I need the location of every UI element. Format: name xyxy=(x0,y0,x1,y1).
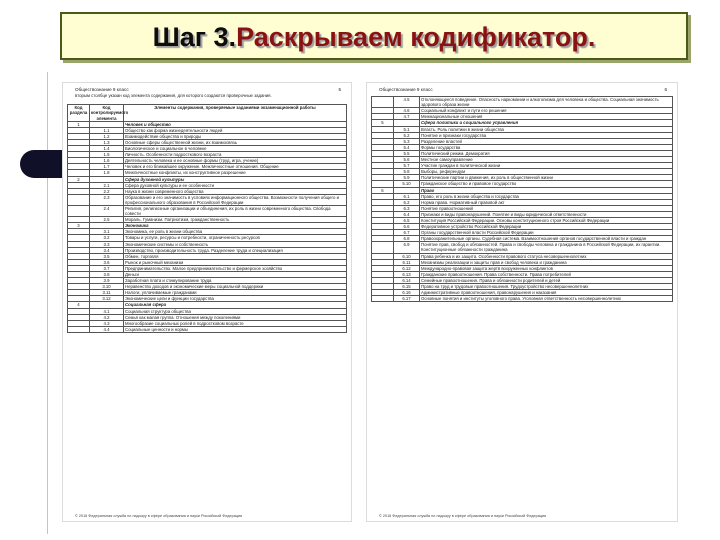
element-code-cell: 3.7 xyxy=(90,265,124,271)
section-code-cell xyxy=(68,194,90,205)
element-text-cell: Религия, религиозные организации и объединения, их роль в жизни современного общества. Свобода совести xyxy=(124,205,347,216)
element-text-cell: Понятие и признаки государства xyxy=(420,132,673,138)
element-text-cell: Понятие прав, свобод и обязанностей. Права и свободы человека и гражданина в Российской Федерации, их гарантии. Конституционные обязанности гражданина xyxy=(420,242,673,253)
element-code-cell: 5.5 xyxy=(394,150,420,156)
element-code-cell: 3.5 xyxy=(90,253,124,259)
element-code-cell: 5.2 xyxy=(394,132,420,138)
element-text-cell: Экономические системы и собственность xyxy=(124,241,347,247)
section-code-cell: 6 xyxy=(372,187,394,193)
element-text-cell: Органы государственной власти Российской Федерации xyxy=(420,230,673,236)
element-text-cell: Многообразие социальных ролей в подростковом возрасте xyxy=(124,320,347,326)
element-text-cell: Признаки и виды правонарушений. Понятие и виды юридической ответственности xyxy=(420,211,673,217)
element-code-cell: 4.1 xyxy=(90,308,124,314)
section-code-cell xyxy=(68,205,90,216)
element-text-cell: Норма права. Нормативный правовой акт xyxy=(420,199,673,205)
element-code-cell: 1.5 xyxy=(90,152,124,158)
table-row xyxy=(372,242,673,253)
element-text-cell: Обмен, торговля xyxy=(124,253,347,259)
element-code-cell: 2.3 xyxy=(90,194,124,205)
element-text-cell: Наука в жизни современного общества xyxy=(124,188,347,194)
slide-title xyxy=(62,22,686,53)
element-code-cell: 4.3 xyxy=(90,320,124,326)
element-code-cell: 6.3 xyxy=(394,205,420,211)
table-row xyxy=(68,326,347,332)
element-code-cell: 4.2 xyxy=(90,314,124,320)
element-text-cell: Производство, производительность труда. Разделение труда и специализация xyxy=(124,247,347,253)
column-header: Элементы содержания, проверяемые заданиями экзаменационной работы xyxy=(124,105,347,121)
element-text-cell: Основные сферы общественной жизни, их взаимосвязь xyxy=(124,139,347,145)
element-text-cell: Местное самоуправление xyxy=(420,157,673,163)
element-text-cell: Человек и его ближайшее окружение. Межличностные отношения. Общение xyxy=(124,164,347,170)
element-code-cell: 3.12 xyxy=(90,296,124,302)
element-text-cell: Человек и общество xyxy=(124,121,347,127)
element-text-cell: Мораль. Гуманизм. Патриотизм, гражданственность xyxy=(124,217,347,223)
page-header-subject: Обществознание 9 класс xyxy=(75,87,129,92)
title-prefix: Шаг 3. xyxy=(152,22,237,52)
section-code-cell xyxy=(372,97,394,108)
table-row xyxy=(68,205,347,216)
element-code-cell: 6.13 xyxy=(394,271,420,277)
codifier-page-right xyxy=(366,82,678,522)
element-text-cell: Политические партии и движения, их роль в общественной жизни xyxy=(420,175,673,181)
element-code-cell: 6.1 xyxy=(394,193,420,199)
element-code-cell: 5.3 xyxy=(394,138,420,144)
side-tab-marker xyxy=(20,150,68,178)
element-text-cell: Право на труд и трудовые правоотношения. Трудоустройство несовершеннолетних xyxy=(420,284,673,290)
element-code-cell: 5.4 xyxy=(394,144,420,150)
element-code-cell: 1.8 xyxy=(90,170,124,176)
page-header-subject: Обществознание 9 класс xyxy=(379,87,433,92)
element-code-cell: 6.10 xyxy=(394,253,420,259)
element-code-cell: 6.16 xyxy=(394,290,420,296)
element-code-cell: 6.5 xyxy=(394,217,420,223)
element-text-cell: Личность. Особенности подросткового возраста xyxy=(124,152,347,158)
element-text-cell: Семья как малая группа. Отношения между поколениями xyxy=(124,314,347,320)
element-code-cell: 5.8 xyxy=(394,169,420,175)
element-text-cell: Сфера духовной культуры и ее особенности xyxy=(124,182,347,188)
table-row xyxy=(68,194,347,205)
element-text-cell: Международно-правовая защита жертв вооруженных конфликтов xyxy=(420,265,673,271)
element-text-cell: Право xyxy=(420,187,673,193)
element-text-cell: Межличностные конфликты, их конструктивное разрешение xyxy=(124,170,347,176)
element-text-cell: Механизмы реализации и защиты прав и свобод человека и гражданина xyxy=(420,259,673,265)
element-code-cell: 3.8 xyxy=(90,272,124,278)
element-text-cell: Деятельность человека и ее основные формы (труд, игра, учение) xyxy=(124,158,347,164)
element-code-cell: 4.6 xyxy=(394,108,420,114)
element-text-cell: Образование и его значимость в условиях информационного общества. Возможности получения общего и профессионального образования в Российской Федерации xyxy=(124,194,347,205)
element-text-cell: Участие граждан в политической жизни xyxy=(420,163,673,169)
codifier-table-right xyxy=(371,96,673,302)
element-text-cell: Экономические цели и функции государства xyxy=(124,296,347,302)
column-header: Код раздела xyxy=(68,105,90,121)
element-code-cell: 6.11 xyxy=(394,259,420,265)
element-code-cell: 3.9 xyxy=(90,278,124,284)
element-text-cell: Федеративное устройство Российской Федерации xyxy=(420,224,673,230)
section-code-cell xyxy=(68,326,90,332)
element-code-cell: 5.1 xyxy=(394,126,420,132)
element-code-cell: 5.7 xyxy=(394,163,420,169)
element-text-cell: Выборы, референдум xyxy=(420,169,673,175)
element-code-cell: 3.2 xyxy=(90,235,124,241)
element-text-cell: Социальные ценности и нормы xyxy=(124,326,347,332)
element-code-cell: 5.9 xyxy=(394,175,420,181)
section-code-cell: 5 xyxy=(372,120,394,126)
element-code-cell: 6.7 xyxy=(394,230,420,236)
element-text-cell: Основные понятия и институты уголовного права. Уголовная ответственность несовершеннолетних xyxy=(420,296,673,302)
element-text-cell: Социальная структура общества xyxy=(124,308,347,314)
element-code-cell: 1.3 xyxy=(90,139,124,145)
element-text-cell: Право, его роль в жизни общества и государства xyxy=(420,193,673,199)
section-code-cell: 1 xyxy=(68,121,90,127)
element-text-cell: Товары и услуги, ресурсы и потребности, ограниченность ресурсов xyxy=(124,235,347,241)
page-number: 5 xyxy=(338,87,341,92)
section-code-cell xyxy=(372,296,394,302)
element-code-cell: 6.12 xyxy=(394,265,420,271)
table-row xyxy=(372,97,673,108)
element-code-cell: 6.2 xyxy=(394,199,420,205)
element-code-cell: 1.2 xyxy=(90,133,124,139)
element-text-cell: Биологическое и социальное в человеке xyxy=(124,146,347,152)
section-code-cell: 2 xyxy=(68,176,90,182)
element-text-cell: Конституция Российской Федерации. Основы конституционного строя Российской Федерации xyxy=(420,217,673,223)
element-code-cell: 4.5 xyxy=(394,97,420,108)
element-text-cell: Понятие правоотношений xyxy=(420,205,673,211)
element-text-cell: Взаимодействие общества и природы xyxy=(124,133,347,139)
section-code-cell xyxy=(372,242,394,253)
element-text-cell: Разделение властей xyxy=(420,138,673,144)
element-code-cell: 6.14 xyxy=(394,277,420,283)
element-text-cell: Неравенство доходов и экономические меры социальной поддержки xyxy=(124,284,347,290)
page-footer: © 2016 Федеральная служба по надзору в сфере образования и науки Российской Федерации xyxy=(75,513,243,518)
page-header xyxy=(367,83,677,92)
element-text-cell: Общество как форма жизнедеятельности людей xyxy=(124,127,347,133)
element-code-cell: 4.4 xyxy=(90,326,124,332)
element-text-cell: Сфера политики и социального управления xyxy=(420,120,673,126)
element-code-cell: 3.3 xyxy=(90,241,124,247)
element-code-cell: 5.6 xyxy=(394,157,420,163)
element-text-cell: Сфера духовной культуры xyxy=(124,176,347,182)
element-text-cell: Гражданские правоотношения. Права собственности. Права потребителей xyxy=(420,271,673,277)
element-text-cell: Налоги, уплачиваемые гражданами xyxy=(124,290,347,296)
codifier-page-left xyxy=(62,82,352,522)
element-text-cell: Политический режим. Демократия xyxy=(420,150,673,156)
element-text-cell: Семейные правоотношения. Права и обязанности родителей и детей xyxy=(420,277,673,283)
element-code-cell: 2.2 xyxy=(90,188,124,194)
element-text-cell: Формы государства xyxy=(420,144,673,150)
element-code-cell: 6.17 xyxy=(394,296,420,302)
element-code-cell: 6.6 xyxy=(394,224,420,230)
element-text-cell: Экономика, ее роль в жизни общества xyxy=(124,229,347,235)
page-number: 6 xyxy=(664,87,667,92)
element-code-cell: 6.4 xyxy=(394,211,420,217)
element-code-cell: 6.15 xyxy=(394,284,420,290)
element-code-cell: 6.9 xyxy=(394,242,420,253)
element-code-cell: 3.11 xyxy=(90,290,124,296)
element-code-cell: 3.6 xyxy=(90,259,124,265)
element-text-cell: Правоохранительные органы. Судебная система. Взаимоотношения органов государственной власти и граждан xyxy=(420,236,673,242)
element-code-cell: 6.8 xyxy=(394,236,420,242)
element-text-cell: Социальная сфера xyxy=(124,302,347,308)
title-rest: Раскрываем кодификатор. xyxy=(236,22,596,52)
element-code-cell: 3.4 xyxy=(90,247,124,253)
element-text-cell: Гражданское общество и правовое государство xyxy=(420,181,673,187)
element-text-cell: Рынок и рыночный механизм xyxy=(124,259,347,265)
element-text-cell: Экономика xyxy=(124,223,347,229)
page-intro: вторым столбце указан код элемента содержания, для которого создаются проверочные задания. xyxy=(75,93,272,99)
element-code-cell: 3.1 xyxy=(90,229,124,235)
page-header xyxy=(63,83,351,92)
element-code-cell: 3.10 xyxy=(90,284,124,290)
table-header-row xyxy=(68,105,347,121)
element-text-cell: Межнациональные отношения xyxy=(420,114,673,120)
codifier-table-left xyxy=(67,104,347,333)
element-text-cell: Социальный конфликт и пути его решения xyxy=(420,108,673,114)
element-code-cell: 5.10 xyxy=(394,181,420,187)
page-footer: © 2016 Федеральная служба по надзору в сфере образования и науки Российской Федерации xyxy=(379,513,547,518)
element-text-cell: Административные правоотношения, правонарушения и наказания xyxy=(420,290,673,296)
element-code-cell: 1.1 xyxy=(90,127,124,133)
slide-title-box xyxy=(60,12,688,60)
element-code-cell: 1.4 xyxy=(90,146,124,152)
element-code-cell: 1.6 xyxy=(90,158,124,164)
element-text-cell: Деньги xyxy=(124,272,347,278)
element-text-cell: Права ребенка и их защита. Особенности правового статуса несовершеннолетних xyxy=(420,253,673,259)
section-code-cell: 3 xyxy=(68,223,90,229)
element-code-cell: 2.5 xyxy=(90,217,124,223)
element-code-cell: 1.7 xyxy=(90,164,124,170)
element-code-cell: 2.1 xyxy=(90,182,124,188)
element-code-cell: 2.4 xyxy=(90,205,124,216)
element-text-cell: Заработная плата и стимулирование труда xyxy=(124,278,347,284)
table-row xyxy=(372,296,673,302)
element-text-cell: Отклоняющееся поведение. Опасность наркомании и алкоголизма для человека и общества. Социальная значимость здорового образа жизни xyxy=(420,97,673,108)
side-divider xyxy=(47,72,48,534)
section-code-cell: 4 xyxy=(68,302,90,308)
element-text-cell: Предпринимательство. Малое предпринимательство и фермерское хозяйство xyxy=(124,265,347,271)
element-code-cell: 4.7 xyxy=(394,114,420,120)
element-text-cell: Власть. Роль политики в жизни общества xyxy=(420,126,673,132)
column-header: Код контролируемого элемента xyxy=(91,105,129,121)
